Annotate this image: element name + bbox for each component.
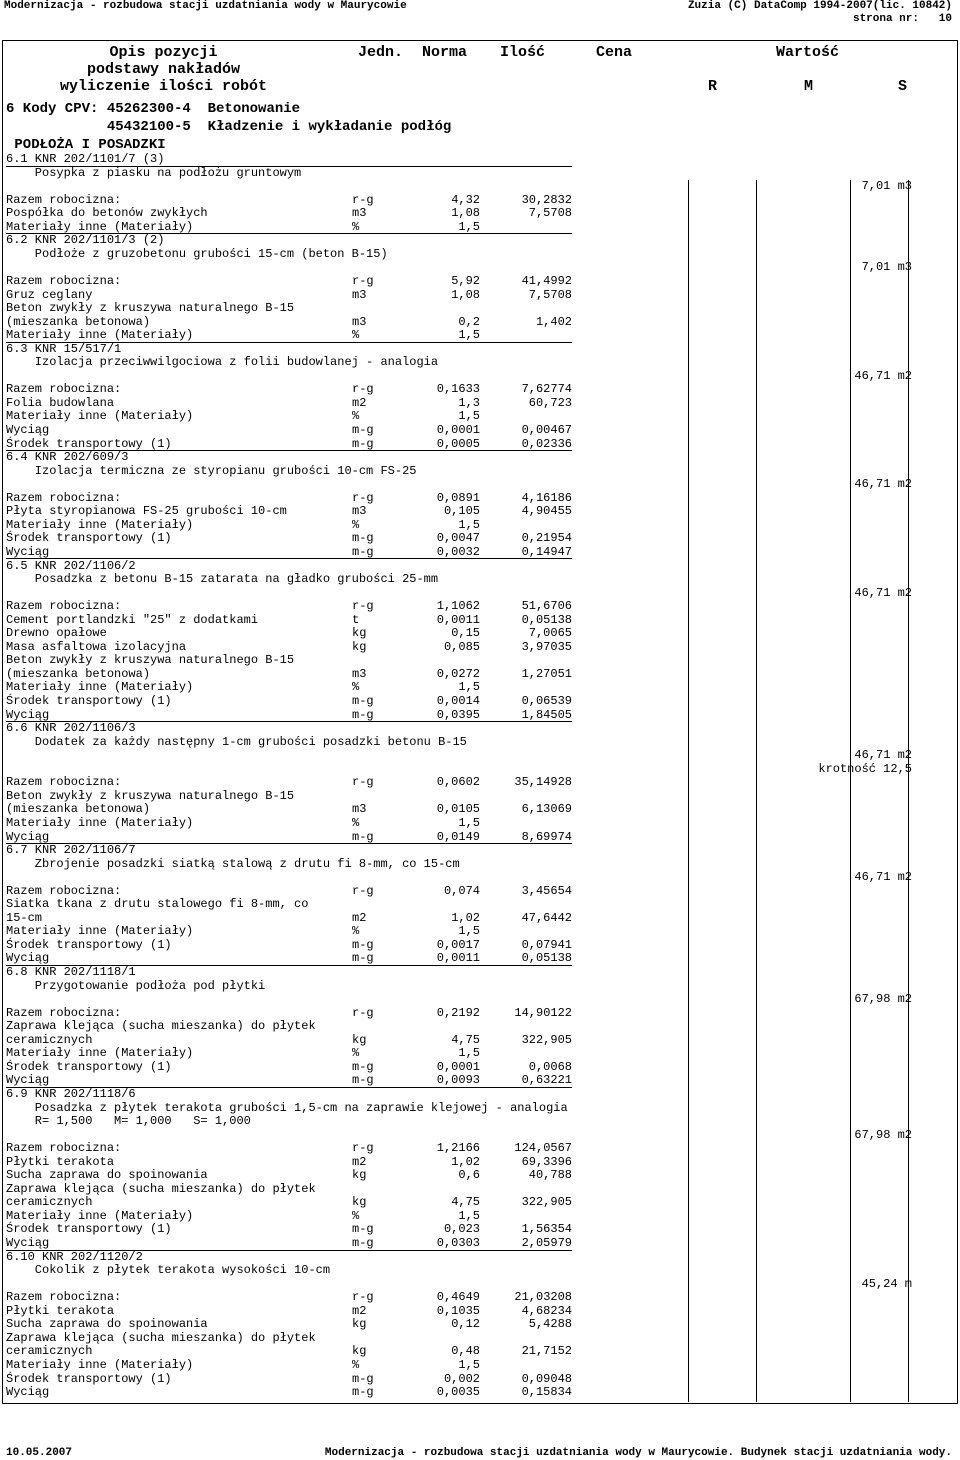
row-quantity: 7,5708 <box>528 206 572 221</box>
row-measure: 7,01 m3 <box>861 260 912 275</box>
row-description: 6.1 KNR 202/1101/7 (3) <box>6 152 165 166</box>
row-unit: m3 <box>352 287 367 302</box>
row-norma: 5,92 <box>451 273 480 288</box>
row-norma: 0,0602 <box>436 775 480 790</box>
row-unit: m-g <box>352 1222 374 1237</box>
row-unit: r-g <box>352 1141 374 1156</box>
row-quantity: 7,5708 <box>528 287 572 302</box>
row-norma: 0,1035 <box>436 1303 480 1318</box>
row-norma: 0,0093 <box>436 1073 480 1088</box>
row-unit: kg <box>352 1344 367 1359</box>
row-description: Płytki terakota <box>6 1154 115 1169</box>
row-description: Drewno opałowe <box>6 626 107 641</box>
row-quantity: 8,69974 <box>521 829 572 844</box>
row-description: 6.9 KNR 202/1118/6 <box>6 1086 136 1101</box>
col-header-ilosc: Ilość <box>500 44 546 61</box>
row-description: Materiały inne (Materiały) <box>6 409 194 424</box>
row-description: Przygotowanie podłoża pod płytki <box>6 978 266 993</box>
row-description: 6.5 KNR 202/1106/2 <box>6 558 136 573</box>
row-unit: m-g <box>352 531 374 546</box>
row-description: Materiały inne (Materiały) <box>6 1357 194 1372</box>
row-norma: 0,085 <box>443 639 480 654</box>
row-unit: % <box>352 219 360 234</box>
row-description: Posypka z piasku na podłożu gruntowym <box>6 165 302 180</box>
row-measure: 46,71 m2 <box>854 748 912 763</box>
row-quantity: 124,0567 <box>514 1141 572 1156</box>
row-unit: r-g <box>352 192 374 207</box>
row-quantity: 1,56354 <box>521 1222 572 1237</box>
row-quantity: 69,3396 <box>521 1154 572 1169</box>
row-norma: 0,0395 <box>436 707 480 722</box>
row-quantity: 40,788 <box>528 1168 572 1183</box>
col-header-s: S <box>898 78 908 95</box>
row-unit: r-g <box>352 1005 374 1020</box>
row-unit: m-g <box>352 423 374 437</box>
row-unit: r-g <box>352 273 374 288</box>
row-unit: m3 <box>352 206 367 221</box>
row-description: Posadzka z płytek terakota grubości 1,5-cm na zaprawie klejowej - analogia <box>6 1100 568 1115</box>
row-description: Wyciąg <box>6 1385 50 1400</box>
row-description: Środek transportowy (1) <box>6 1222 172 1237</box>
row-measure: 45,24 m <box>861 1276 912 1291</box>
row-quantity: 0,06539 <box>521 694 572 708</box>
row-unit: % <box>352 328 360 343</box>
row-quantity: 0,14947 <box>521 544 572 559</box>
row-quantity: 4,68234 <box>521 1303 572 1318</box>
row-description: 6.8 KNR 202/1118/1 <box>6 965 136 979</box>
row-description: Razem robocizna: <box>6 599 122 614</box>
row-unit: m2 <box>352 1154 367 1169</box>
section-title-line1: 6 Kody CPV: 45262300-4 Betonowanie <box>6 101 301 117</box>
row-unit: % <box>352 1046 360 1061</box>
row-description: Beton zwykły z kruszywa naturalnego B-15 <box>6 301 295 316</box>
row-norma: 0,0032 <box>436 544 480 559</box>
row-norma: 0,12 <box>451 1317 480 1332</box>
row-norma: 0,105 <box>443 504 480 519</box>
row-unit: r-g <box>352 883 374 898</box>
row-description: 6.2 KNR 202/1101/3 (2) <box>6 233 165 248</box>
row-quantity: 0,02336 <box>521 436 572 451</box>
row-quantity: 7,0065 <box>528 626 572 641</box>
row-description: Wyciąg <box>6 707 50 722</box>
row-norma: 1,5 <box>458 1046 480 1061</box>
row-description: Wyciąg <box>6 1073 50 1088</box>
row-unit: % <box>352 1357 360 1372</box>
row-norma: 1,5 <box>458 1357 480 1372</box>
row-norma: 1,5 <box>458 680 480 695</box>
row-unit: kg <box>352 1317 367 1332</box>
row-description: Środek transportowy (1) <box>6 1059 172 1074</box>
row-quantity: 4,16186 <box>521 490 572 505</box>
row-unit: r-g <box>352 382 374 397</box>
row-norma: 0,0272 <box>436 666 480 681</box>
row-description: (mieszanka betonowa) <box>6 802 151 817</box>
header-page-number: strona nr: 10 <box>852 13 952 25</box>
row-unit: r-g <box>352 775 374 790</box>
row-unit: r-g <box>352 490 374 505</box>
row-description: Zaprawa klejąca (sucha mieszanka) do płytek <box>6 1330 316 1345</box>
row-quantity: 2,05979 <box>521 1236 572 1250</box>
footer-text: Modernizacja - rozbudowa stacji uzdatniania wody w Maurycowie. Budynek stacji uzdatniania wody. <box>324 1447 952 1459</box>
row-unit: % <box>352 517 360 532</box>
row-description: Wyciąg <box>6 829 50 844</box>
row-norma: 0,074 <box>443 883 480 898</box>
row-quantity: 0,0068 <box>528 1059 572 1074</box>
row-description: Folia budowlana <box>6 395 115 410</box>
row-description: Środek transportowy (1) <box>6 1371 172 1386</box>
row-norma: 0,0011 <box>436 612 480 627</box>
row-norma: 1,5 <box>458 328 480 343</box>
row-norma: 1,5 <box>458 219 480 234</box>
row-norma: 0,2 <box>458 314 480 329</box>
row-description: Płytki terakota <box>6 1303 115 1318</box>
row-measure: 46,71 m2 <box>854 368 912 383</box>
row-unit: t <box>352 612 360 627</box>
row-description: Posadzka z betonu B-15 zatarata na gładko grubości 25-mm <box>6 572 439 587</box>
row-norma: 0,15 <box>451 626 480 641</box>
row-description: Materiały inne (Materiały) <box>6 219 194 234</box>
row-measure: 46,71 m2 <box>854 870 912 885</box>
row-description: 6.6 KNR 202/1106/3 <box>6 721 136 736</box>
row-unit: % <box>352 680 360 695</box>
section-title-line3: PODŁOŻA I POSADZKI <box>6 137 166 153</box>
row-description: 6.3 KNR 15/517/1 <box>6 341 122 356</box>
row-description: Płyta styropianowa FS-25 grubości 10-cm <box>6 504 287 519</box>
row-description: 6.7 KNR 202/1106/7 <box>6 843 136 858</box>
row-quantity: 0,00467 <box>521 423 572 437</box>
row-quantity: 51,6706 <box>521 599 572 614</box>
row-description: Wyciąg <box>6 544 50 559</box>
row-description: Wyciąg <box>6 423 50 437</box>
row-description: Materiały inne (Materiały) <box>6 1046 194 1061</box>
col-header-wartosc: Wartość <box>776 44 840 61</box>
row-description: Pospółka do betonów zwykłych <box>6 206 208 221</box>
row-quantity: 3,97035 <box>521 639 572 654</box>
col-divider-1 <box>688 180 689 1402</box>
row-unit: kg <box>352 639 367 654</box>
row-description: Razem robocizna: <box>6 1005 122 1020</box>
row-description: Izolacja termiczna ze styropianu grubości 10-cm FS-25 <box>6 463 417 478</box>
row-unit: m-g <box>352 694 374 708</box>
row-unit: m3 <box>352 314 367 329</box>
row-norma: 1,08 <box>451 206 480 221</box>
row-quantity: 0,15834 <box>521 1385 572 1400</box>
col-divider-4 <box>908 180 909 1402</box>
row-norma: 1,5 <box>458 924 480 939</box>
row-unit: m-g <box>352 544 374 559</box>
row-norma: 0,0149 <box>436 829 480 844</box>
row-description: Wyciąg <box>6 951 50 966</box>
row-description: Środek transportowy (1) <box>6 531 172 546</box>
row-description: Cokolik z płytek terakota wysokości 10-cm <box>6 1263 331 1278</box>
row-quantity: 30,2832 <box>521 192 572 207</box>
row-norma: 0,0005 <box>436 436 480 451</box>
row-norma: 1,2166 <box>436 1141 480 1156</box>
row-unit: m-g <box>352 1073 374 1088</box>
row-unit: m-g <box>352 436 374 451</box>
row-unit: m3 <box>352 504 367 519</box>
row-measure: 7,01 m3 <box>861 179 912 194</box>
row-unit: m-g <box>352 1371 374 1386</box>
header-right <box>688 0 952 26</box>
row-norma: 0,0014 <box>436 694 480 708</box>
row-unit: % <box>352 815 360 830</box>
row-description: Materiały inne (Materiały) <box>6 1208 194 1223</box>
row-norma: 0,2192 <box>436 1005 480 1020</box>
row-unit: r-g <box>352 1290 374 1305</box>
row-description: ceramicznych <box>6 1032 93 1047</box>
row-quantity: 1,402 <box>535 314 572 329</box>
row-unit: m-g <box>352 1059 374 1074</box>
col-header-m: M <box>804 78 814 95</box>
row-description: Materiały inne (Materiały) <box>6 328 194 343</box>
row-norma: 0,0303 <box>436 1236 480 1250</box>
row-description: Cement portlandzki "25" z dodatkami <box>6 612 259 627</box>
row-quantity: 1,84505 <box>521 707 572 722</box>
row-description: Razem robocizna: <box>6 382 122 397</box>
col-divider-2 <box>756 180 757 1402</box>
row-description: Gruz ceglany <box>6 287 93 302</box>
row-unit: % <box>352 409 360 424</box>
row-quantity: 14,90122 <box>514 1005 572 1020</box>
col-header-opis: Opis pozycji podstawy nakładów wyliczenie ilości robót <box>60 44 268 95</box>
col-header-jedn: Jedn. <box>358 44 404 61</box>
row-description: Środek transportowy (1) <box>6 937 172 952</box>
row-norma: 0,0047 <box>436 531 480 546</box>
row-description: Beton zwykły z kruszywa naturalnego B-15 <box>6 788 295 803</box>
row-description: 15-cm <box>6 910 43 925</box>
row-unit: m-g <box>352 951 374 966</box>
row-description: Sucha zaprawa do spoinowania <box>6 1168 208 1183</box>
row-quantity: 1,27051 <box>521 666 572 681</box>
row-norma: 0,0035 <box>436 1385 480 1400</box>
section-title-line2: 45432100-5 Kładzenie i wykładanie podłóg <box>6 119 452 135</box>
row-norma: 1,5 <box>458 517 480 532</box>
row-quantity: 3,45654 <box>521 883 572 898</box>
row-quantity: 0,05138 <box>521 951 572 966</box>
row-unit: m2 <box>352 910 367 925</box>
row-quantity: 7,62774 <box>521 382 572 397</box>
row-description: 6.10 KNR 202/1120/2 <box>6 1249 143 1264</box>
row-norma: 1,3 <box>458 395 480 410</box>
row-measure: 46,71 m2 <box>854 585 912 600</box>
row-description: Razem robocizna: <box>6 192 122 207</box>
row-description: (mieszanka betonowa) <box>6 314 151 329</box>
row-description: Razem robocizna: <box>6 1141 122 1156</box>
row-unit: m-g <box>352 707 374 722</box>
row-description: Środek transportowy (1) <box>6 694 172 708</box>
row-quantity: 21,7152 <box>521 1344 572 1359</box>
row-quantity: 0,07941 <box>521 937 572 952</box>
row-norma: 0,4649 <box>436 1290 480 1305</box>
row-description: R= 1,500 M= 1,000 S= 1,000 <box>6 1114 251 1129</box>
row-unit: m2 <box>352 395 367 410</box>
row-quantity: 0,21954 <box>521 531 572 546</box>
row-description: Materiały inne (Materiały) <box>6 680 194 695</box>
row-quantity: 0,05138 <box>521 612 572 627</box>
row-description: Zbrojenie posadzki siatką stalową z drutu fi 8-mm, co 15-cm <box>6 856 460 871</box>
row-quantity: 6,13069 <box>521 802 572 817</box>
row-description: Razem robocizna: <box>6 775 122 790</box>
row-quantity: 21,03208 <box>514 1290 572 1305</box>
row-norma: 0,023 <box>443 1222 480 1237</box>
row-norma: 0,0001 <box>436 423 480 437</box>
row-unit: kg <box>352 626 367 641</box>
row-description: Razem robocizna: <box>6 883 122 898</box>
row-quantity: 0,09048 <box>521 1371 572 1386</box>
row-quantity: 47,6442 <box>521 910 572 925</box>
row-norma: 1,08 <box>451 287 480 302</box>
col-header-cena: Cena <box>596 44 633 61</box>
row-norma: 1,5 <box>458 409 480 424</box>
header-software: Zuzia (C) DataComp 1994-2007(lic. 10842) <box>687 0 952 12</box>
row-measure: 67,98 m2 <box>854 1127 912 1142</box>
row-description: Siatka tkana z drutu stalowego fi 8-mm, co <box>6 897 309 912</box>
row-description: Wyciąg <box>6 1236 50 1250</box>
row-unit: m-g <box>352 1236 374 1250</box>
header-title: Modernizacja - rozbudowa stacji uzdatniania wody w Maurycowie <box>4 0 407 12</box>
row-norma: 0,1633 <box>436 382 480 397</box>
row-unit: kg <box>352 1032 367 1047</box>
row-norma: 0,0001 <box>436 1059 480 1074</box>
row-norma: 0,6 <box>458 1168 480 1183</box>
row-quantity: 35,14928 <box>514 775 572 790</box>
row-description: ceramicznych <box>6 1195 93 1210</box>
row-measure: 67,98 m2 <box>854 992 912 1007</box>
row-norma: 4,75 <box>451 1032 480 1047</box>
row-unit: r-g <box>352 599 374 614</box>
row-norma: 0,0017 <box>436 937 480 952</box>
row-description: Razem robocizna: <box>6 1290 122 1305</box>
row-description: Razem robocizna: <box>6 273 122 288</box>
row-norma: 4,32 <box>451 192 480 207</box>
row-description: Środek transportowy (1) <box>6 436 172 451</box>
footer-date: 10.05.2007 <box>6 1447 73 1459</box>
row-description: 6.4 KNR 202/609/3 <box>6 450 129 465</box>
row-norma: 0,0105 <box>436 802 480 817</box>
row-quantity: 5,4288 <box>528 1317 572 1332</box>
row-unit: % <box>352 924 360 939</box>
row-description: Zaprawa klejąca (sucha mieszanka) do płytek <box>6 1181 316 1196</box>
row-norma: 1,5 <box>458 1208 480 1223</box>
row-quantity: 4,90455 <box>521 504 572 519</box>
row-description: Materiały inne (Materiały) <box>6 815 194 830</box>
row-unit: kg <box>352 1195 367 1210</box>
row-norma: 1,5 <box>458 815 480 830</box>
row-norma: 1,02 <box>451 910 480 925</box>
row-unit: % <box>352 1208 360 1223</box>
row-description: Materiały inne (Materiały) <box>6 924 194 939</box>
row-quantity: 41,4992 <box>521 273 572 288</box>
row-unit: m2 <box>352 1303 367 1318</box>
row-norma: 0,0011 <box>436 951 480 966</box>
row-quantity: 322,905 <box>521 1195 572 1210</box>
row-description: Sucha zaprawa do spoinowania <box>6 1317 208 1332</box>
row-description: Razem robocizna: <box>6 490 122 505</box>
row-unit: m-g <box>352 1385 374 1400</box>
row-description: ceramicznych <box>6 1344 93 1359</box>
row-measure: krotność 12,5 <box>818 761 912 776</box>
row-description: Izolacja przeciwwilgociowa z folii budowlanej - analogia <box>6 355 439 370</box>
row-description: Beton zwykły z kruszywa naturalnego B-15 <box>6 653 295 668</box>
col-header-norma: Norma <box>422 44 468 61</box>
col-header-r: R <box>708 78 718 95</box>
row-norma: 0,48 <box>451 1344 480 1359</box>
row-unit: m3 <box>352 802 367 817</box>
row-norma: 0,0891 <box>436 490 480 505</box>
row-description: Masa asfaltowa izolacyjna <box>6 639 187 654</box>
row-description: Zaprawa klejąca (sucha mieszanka) do płytek <box>6 1019 316 1034</box>
row-norma: 1,02 <box>451 1154 480 1169</box>
row-description: Materiały inne (Materiały) <box>6 517 194 532</box>
col-divider-3 <box>850 180 851 1402</box>
row-unit: m-g <box>352 829 374 844</box>
row-quantity: 60,723 <box>528 395 572 410</box>
row-unit: m3 <box>352 666 367 681</box>
row-measure: 46,71 m2 <box>854 477 912 492</box>
row-description: Podłoże z gruzobetonu grubości 15-cm (beton B-15) <box>6 246 388 261</box>
row-quantity: 322,905 <box>521 1032 572 1047</box>
row-unit: m-g <box>352 937 374 952</box>
row-description: (mieszanka betonowa) <box>6 666 151 681</box>
row-norma: 1,1062 <box>436 599 480 614</box>
row-unit: kg <box>352 1168 367 1183</box>
row-description: Dodatek za każdy następny 1-cm grubości posadzki betonu B-15 <box>6 734 467 749</box>
row-norma: 4,75 <box>451 1195 480 1210</box>
row-norma: 0,002 <box>443 1371 480 1386</box>
row-quantity: 0,63221 <box>521 1073 572 1088</box>
